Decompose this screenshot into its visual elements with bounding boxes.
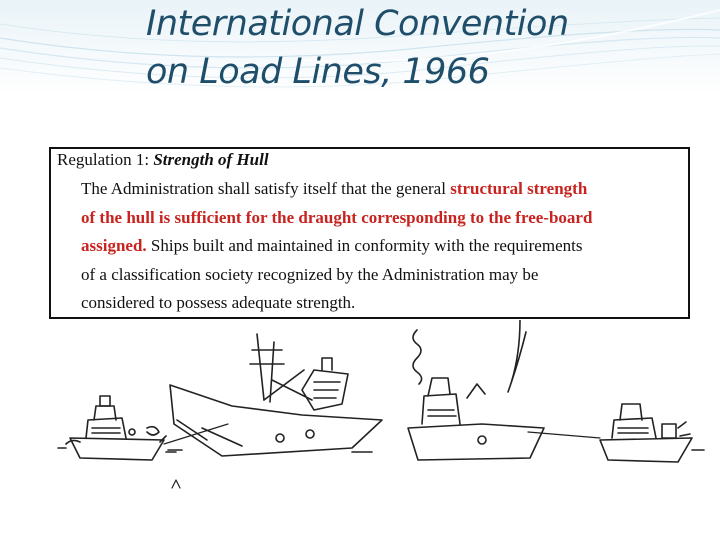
speech-tail-icon	[508, 320, 526, 392]
slide-title	[146, 0, 569, 96]
tow-line	[528, 432, 600, 438]
highlighted-text: structural strength	[450, 179, 588, 198]
regulation-line	[81, 232, 686, 261]
plain-text: The Administration shall satisfy itself that the general	[81, 179, 451, 198]
regulation-line	[81, 289, 686, 318]
regulation-number: Regulation 1:	[57, 150, 150, 169]
small-mark-icon	[172, 480, 180, 488]
regulation-heading	[57, 149, 269, 171]
plain-text: Ships built and maintained in conformity with the requirements	[146, 236, 583, 255]
tug-right-icon	[600, 404, 704, 462]
regulation-line	[81, 175, 686, 204]
title-line-1: International Convention	[146, 4, 569, 44]
tow-line	[164, 424, 228, 444]
smoke-icon	[413, 330, 422, 384]
title-line-2: on Load Lines, 1966	[146, 52, 490, 92]
regulation-text	[81, 175, 686, 318]
regulation-box	[49, 147, 690, 319]
regulation-name: Strength of Hull	[153, 150, 269, 169]
regulation-line	[81, 204, 686, 233]
listing-ship-icon	[168, 334, 382, 456]
sinking-ship-icon	[408, 378, 544, 460]
highlighted-text: assigned.	[81, 236, 147, 255]
plain-text: considered to possess adequate strength.	[81, 293, 356, 312]
highlighted-text: of the hull is sufficient for the draught corresponding to the free-board	[81, 207, 593, 227]
plain-text: of a classification society recognized by the Administration may be	[81, 264, 539, 284]
ships-cartoon-icon	[52, 320, 720, 500]
tug-left-icon	[58, 396, 176, 460]
regulation-line	[81, 261, 686, 290]
